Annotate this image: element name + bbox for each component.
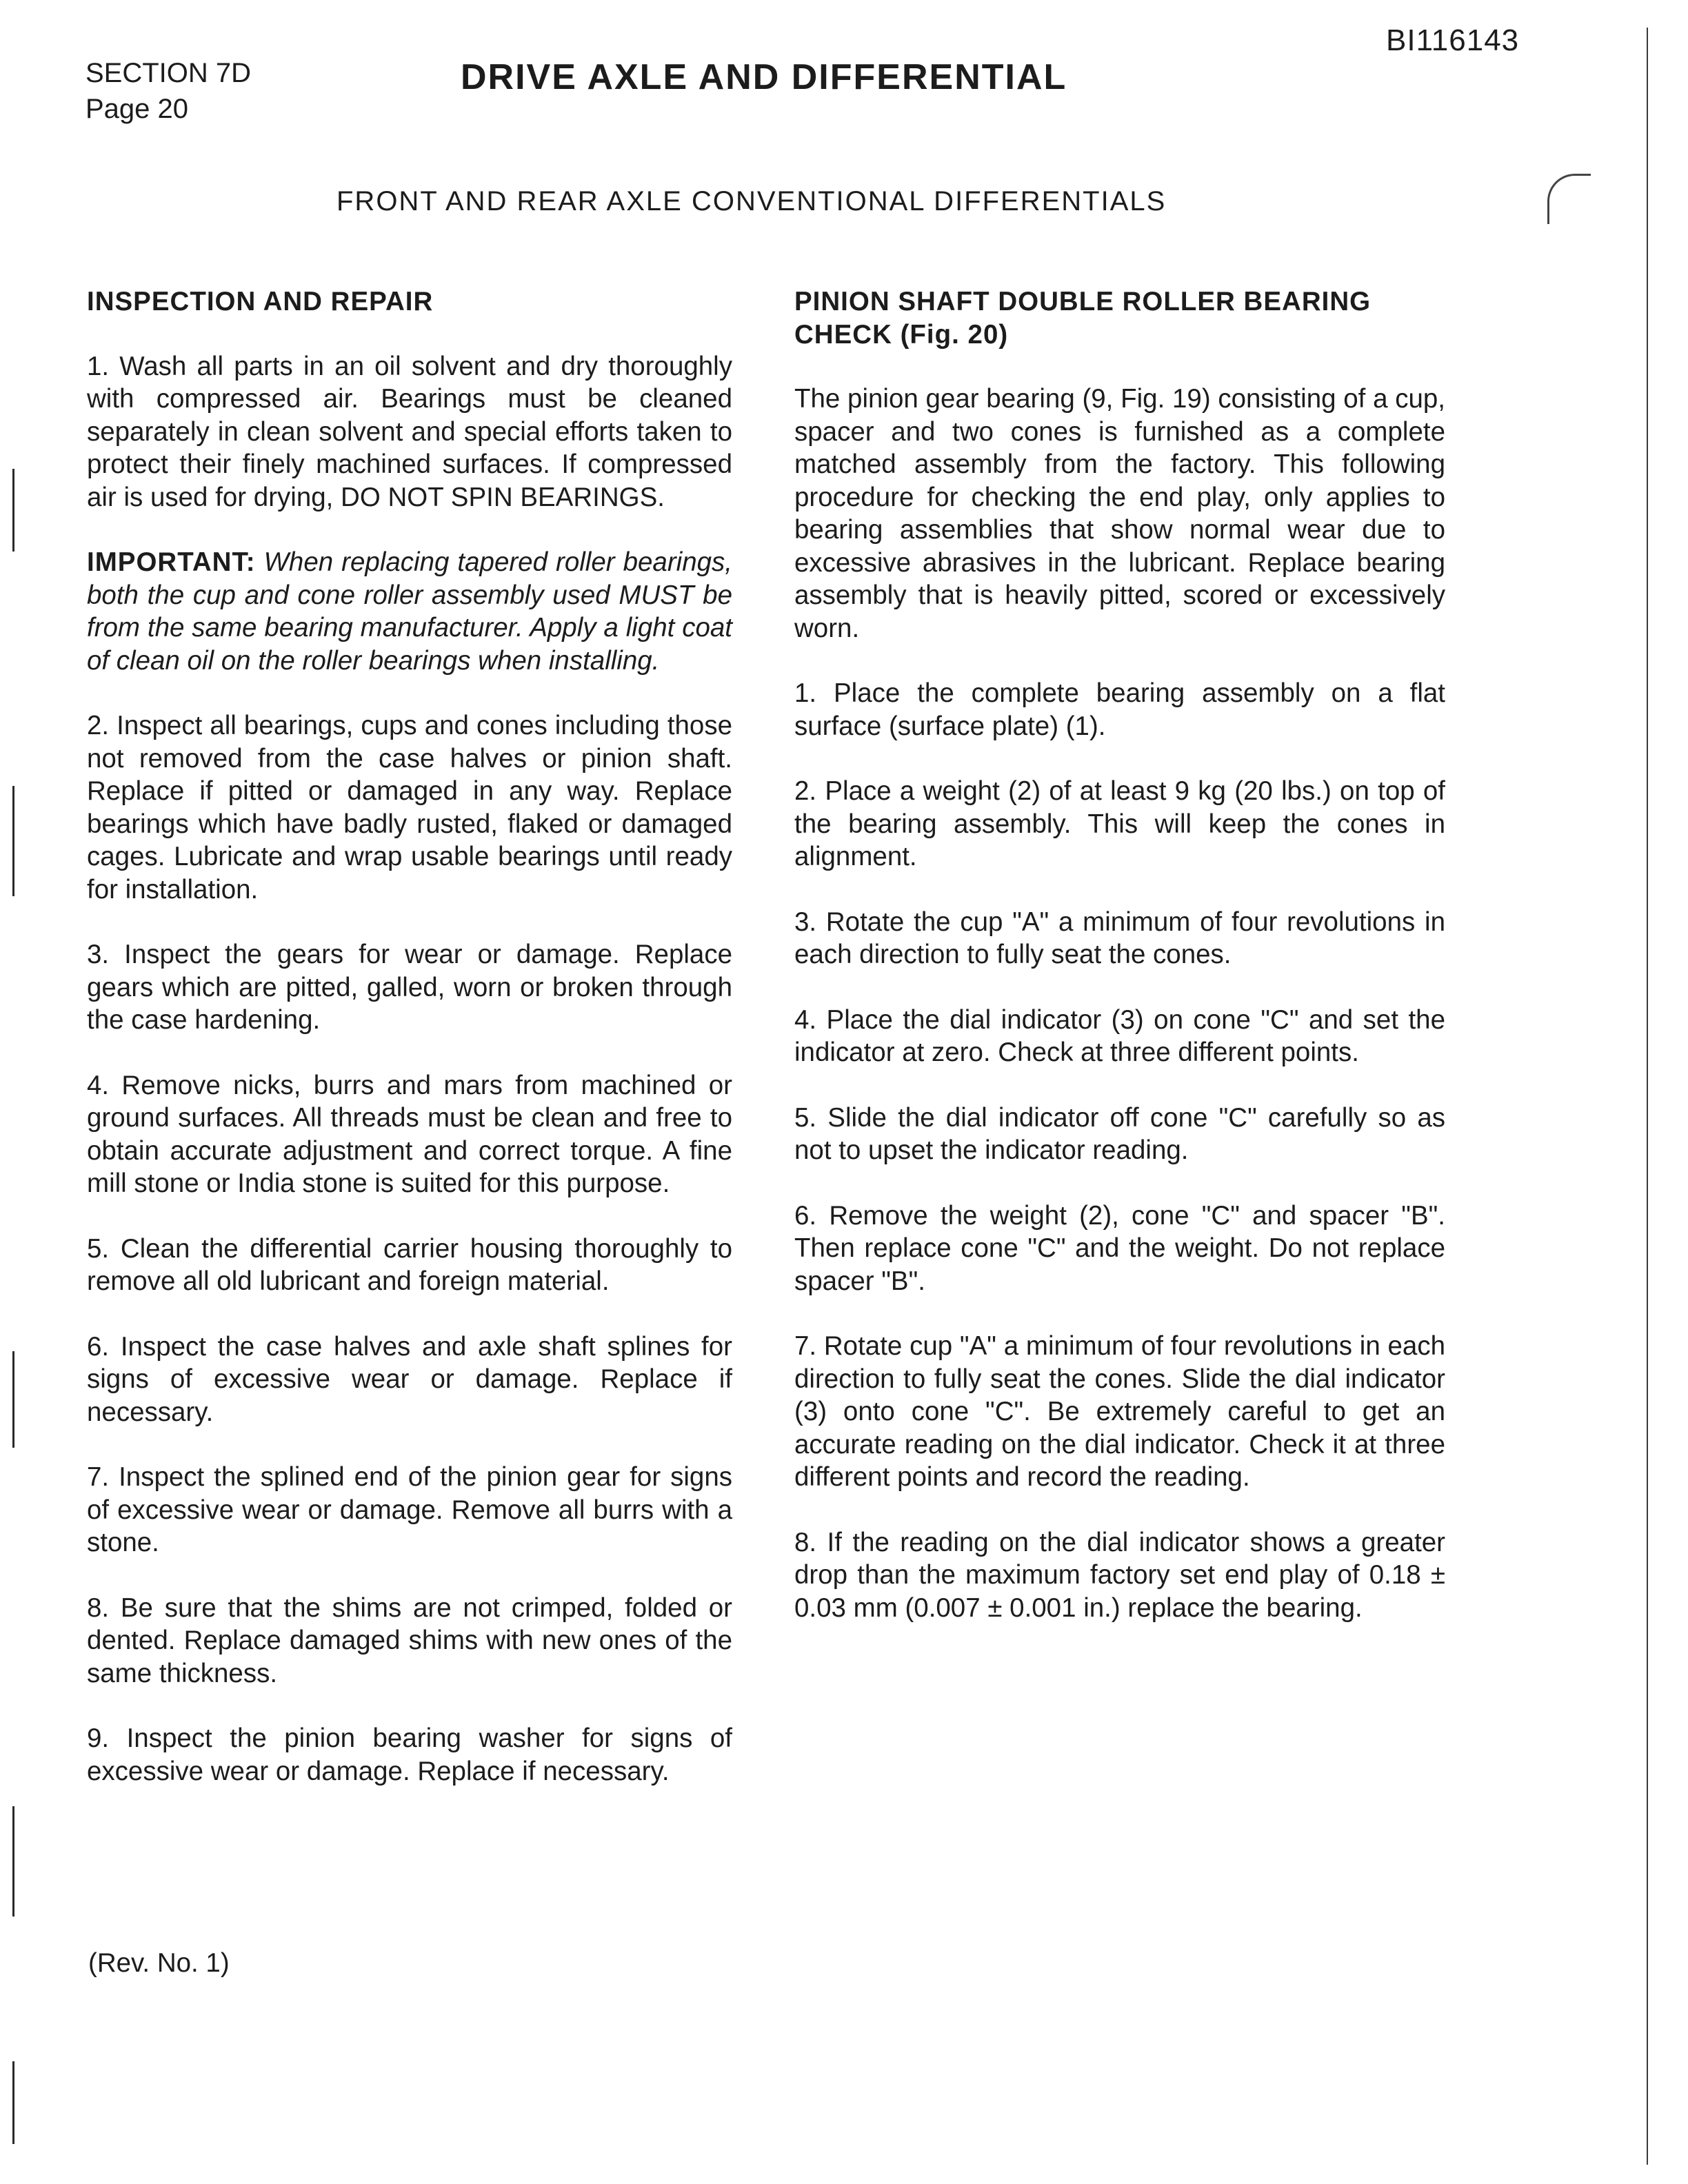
inspection-step-1: 1. Wash all parts in an oil solvent and dry thoroughly with compressed air. Bearings must be cleaned separately in clean solvent and special efforts taken to protect their finely machined surfaces. If compressed air is used for drying, DO NOT SPIN BEARINGS. [87,351,732,512]
important-label: IMPORTANT: [87,547,256,577]
revision-note: (Rev. No. 1) [88,1948,230,1978]
bearing-check-heading: PINION SHAFT DOUBLE ROLLER BEARING CHECK (Fig. 20) [794,287,1372,350]
page-number: Page 20 [86,94,189,124]
scan-edge-left [12,469,14,552]
bearing-check-step-8: 8. If the reading on the dial indicator shows a greater drop than the maximum factory set end play of 0.18 ± 0.03 mm (0.007 ± 0.001 in.) replace the bearing. [794,1527,1445,1623]
important-note [87,546,732,677]
left-column [87,285,732,1820]
inspection-step-9: 9. Inspect the pinion bearing washer for signs of excessive wear or damage. Replace if necessary. [87,1723,732,1786]
inspection-heading: INSPECTION AND REPAIR [87,287,434,316]
section-label: SECTION 7D [86,58,252,88]
binder-hole-mark [1547,174,1591,224]
scan-edge-left-2 [12,786,14,896]
bearing-check-step-1: 1. Place the complete bearing assembly on a flat surface (surface plate) (1). [794,678,1445,741]
inspection-step-2: 2. Inspect all bearings, cups and cones including those not removed from the case halves or pinion shaft. Replace if pitted or damaged in any way. Replace bearings which have badly rusted, flaked or damaged cages. Lubricate and wrap usable bearings until ready for installation. [87,711,732,904]
inspection-step-8: 8. Be sure that the shims are not crimped, folded or dented. Replace damaged shims with new ones of the same thickness. [87,1593,732,1688]
scan-edge-right [1647,28,1648,2165]
inspection-step-7: 7. Inspect the splined end of the pinion gear for signs of excessive wear or damage. Remove all burrs with a stone. [87,1462,732,1557]
inspection-step-3: 3. Inspect the gears for wear or damage. Replace gears which are pitted, galled, worn or broken through the case hardening. [87,940,732,1035]
inspection-step-6: 6. Inspect the case halves and axle shaft splines for signs of excessive wear or damage. Replace if necessary. [87,1331,732,1427]
important-text: When replacing tapered roller bearings, both the cup and cone roller assembly used MUST be from the same bearing manufacturer. Apply a light coat of clean oil on the roller bearings when installing. [87,547,732,676]
bearing-check-step-3: 3. Rotate the cup "A" a minimum of four revolutions in each direction to fully seat the cones. [794,907,1445,969]
document-id: BI116143 [1386,23,1520,57]
bearing-check-step-2: 2. Place a weight (2) of at least 9 kg (20 lbs.) on top of the bearing assembly. This will keep the cones in alignment. [794,776,1445,871]
inspection-step-4: 4. Remove nicks, burrs and mars from machined or ground surfaces. All threads must be clean and free to obtain accurate adjustment and correct torque. A fine mill stone or India stone is suited for this purpose. [87,1070,732,1198]
bearing-check-step-4: 4. Place the dial indicator (3) on cone "C" and set the indicator at zero. Check at three different points. [794,1004,1445,1067]
page-title: DRIVE AXLE AND DIFFERENTIAL [461,57,1067,97]
right-column [794,285,1445,1657]
scan-edge-left-3 [12,1351,14,1448]
inspection-step-5: 5. Clean the differential carrier housing thoroughly to remove all old lubricant and foreign material. [87,1233,732,1296]
scan-edge-left-5 [12,2061,14,2144]
bearing-check-step-7: 7. Rotate cup "A" a minimum of four revolutions in each direction to fully seat the cones. Slide the dial indicator (3) onto cone "C". Be extremely careful to get an accurate reading on the dial indicator. Check it at three different points and record the reading. [794,1331,1445,1492]
bearing-check-step-5: 5. Slide the dial indicator off cone "C" carefully so as not to upset the indicator reading. [794,1102,1445,1165]
bearing-check-intro: The pinion gear bearing (9, Fig. 19) consisting of a cup, spacer and two cones is furnished as a complete matched assembly from the factory. This following procedure for checking the end play, only applies to bearing assemblies that show normal wear due to excessive abrasives in the lubricant. Replace bearing assembly that is heavily pitted, scored or excessively worn. [794,384,1445,643]
section-info [86,55,251,127]
bearing-check-step-6: 6. Remove the weight (2), cone "C" and spacer "B". Then replace cone "C" and the weight. Do not replace spacer "B". [794,1200,1445,1296]
page-subtitle: FRONT AND REAR AXLE CONVENTIONAL DIFFERENTIALS [336,186,1167,216]
scan-edge-left-4 [12,1806,14,1917]
